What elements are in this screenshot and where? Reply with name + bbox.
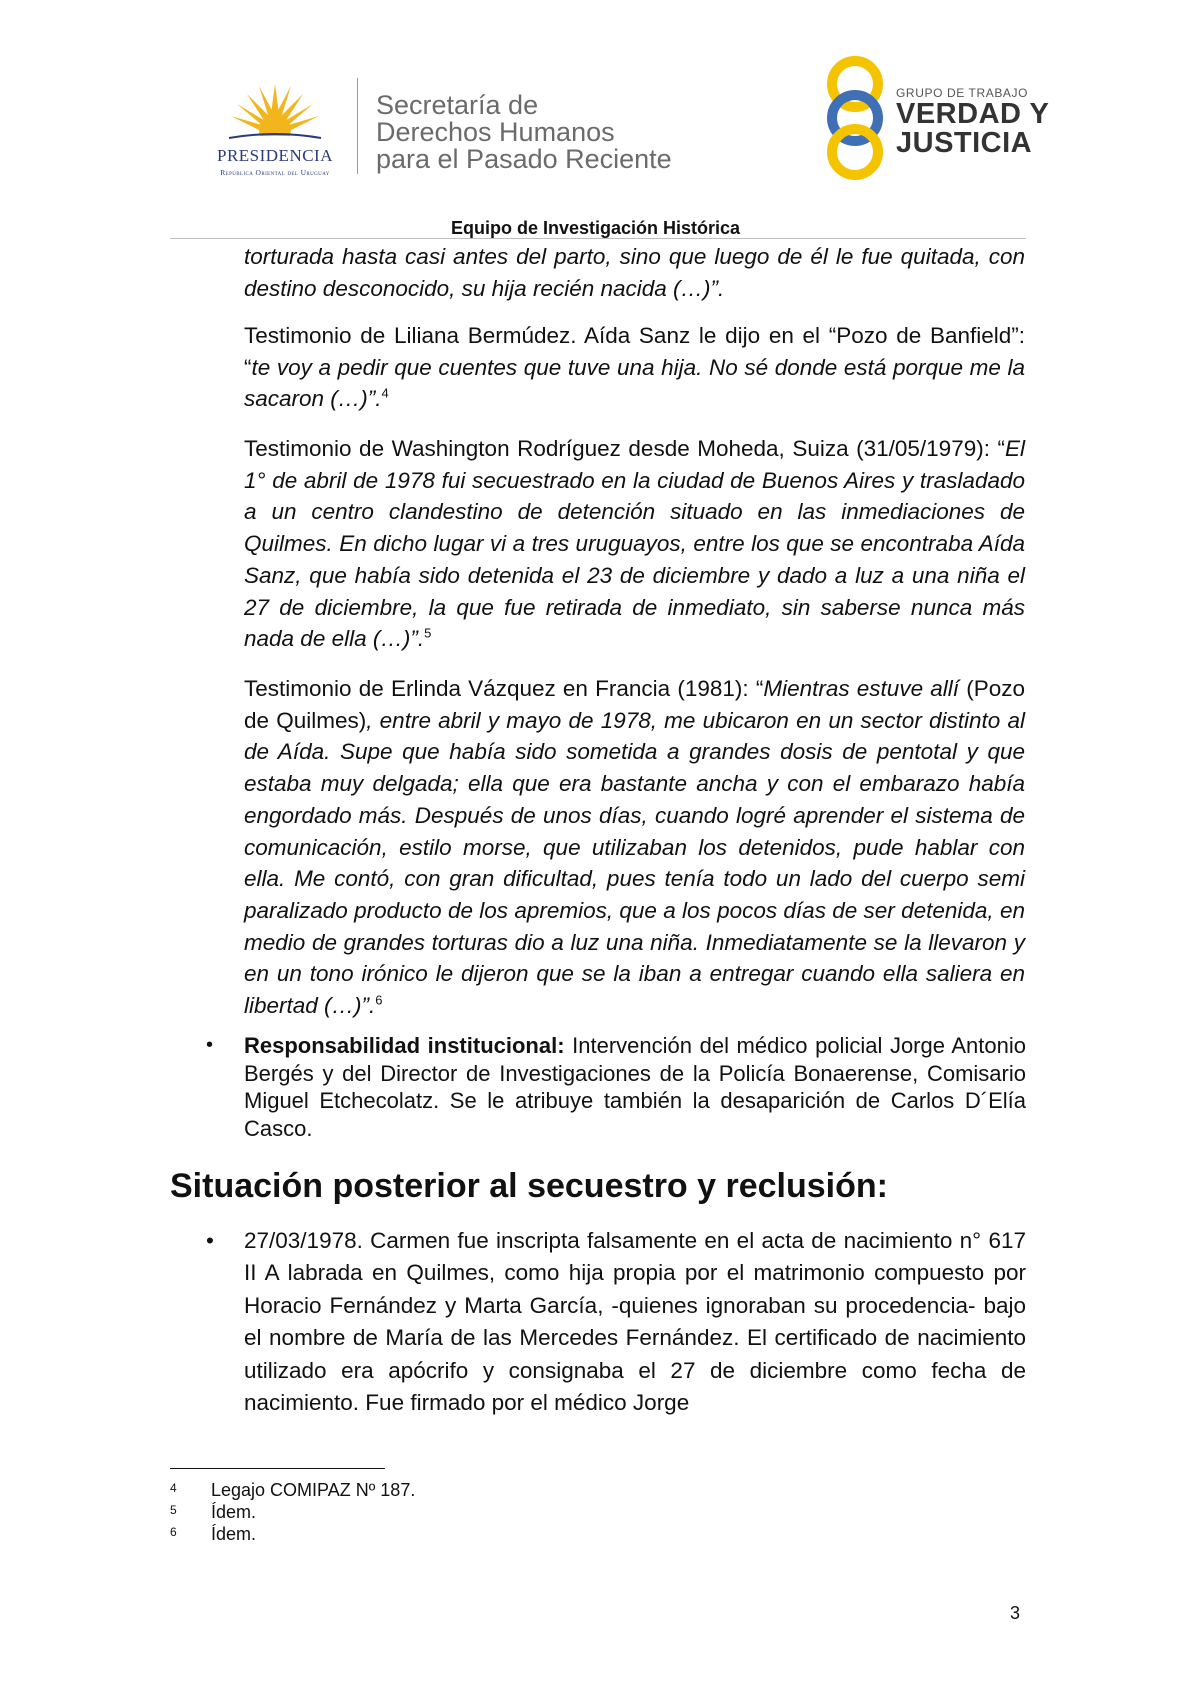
vazquez-place: (Pozo de Quilmes)	[244, 676, 1026, 733]
footnote-ref-6: 6	[375, 992, 383, 1008]
bullet-label: Responsabilidad institucional:	[244, 1033, 565, 1058]
vazquez-intro: Testimonio de Erlinda Vázquez en Francia (1981): “	[244, 676, 764, 701]
footnote-6: 6 Ídem.	[170, 1524, 257, 1544]
paragraph-1-text: torturada hasta casi antes del parto, sino que luego de él le fue quitada, con destino desconocido, su hija recién nacida (…)”.	[244, 244, 1025, 301]
responsabilidad-bullet	[206, 1032, 1026, 1142]
inscripcion-bullet	[206, 1225, 1026, 1419]
bermudez-quote: te voy a pedir que cuentes que tuve una hija. No sé donde está porque me la sacaron (…)”.	[244, 354, 1025, 412]
paragraph-1	[244, 241, 1025, 304]
team-title: Equipo de Investigación Histórica	[450, 218, 741, 238]
rodriguez-quote: El 1° de abril de 1978 fui secuestrado en la ciudad de Buenos Aires y trasladado a un centro clandestino de detención situado en las inmediaciones de Quilmes. En dicho lugar vi a tres uruguayos, entre los que se encontraba Aída Sanz, que había sido detenida el 23 de diciembre y dado a luz a una niña el 27 de diciembre, la que fue retirada de inmediato, sin saberse nunca más nada de ella (…)”.	[244, 436, 1025, 652]
footnote-rule	[170, 1468, 385, 1469]
paragraph-vazquez	[244, 673, 1025, 1022]
footnotes	[170, 1479, 415, 1545]
grupo-line-2: VERDAD Y	[896, 98, 1050, 130]
secretaria-logo-text	[376, 92, 672, 173]
header-rule	[170, 238, 1026, 239]
bullet-dot: •	[206, 1034, 214, 1056]
paragraph-bermudez	[244, 320, 1025, 415]
presidencia-text	[195, 146, 355, 177]
footnote-ref-4: 4	[381, 385, 389, 401]
presidencia-subtitle: República Oriental del Uruguay	[220, 168, 330, 177]
vazquez-quote-1: Mientras estuve allí	[763, 676, 960, 701]
section-heading: Situación posterior al secuestro y reclusión:	[170, 1167, 888, 1205]
footnote-4: 4 Legajo COMIPAZ Nº 187.	[170, 1480, 416, 1500]
rodriguez-intro: Testimonio de Washington Rodríguez desde Moheda, Suiza (31/05/1979): “	[244, 436, 1005, 461]
verdad-justicia-rings-icon	[820, 56, 890, 181]
header-divider	[357, 78, 358, 174]
grupo-line-1: GRUPO DE TRABAJO	[896, 86, 1029, 100]
presidencia-sun-logo	[225, 80, 325, 152]
secretaria-line-1: Secretaría de	[376, 90, 539, 120]
paragraph-rodriguez	[244, 433, 1025, 655]
bermudez-intro: Testimonio de Liliana Bermúdez. Aída Sanz le dijo en el “Pozo de Banfield”: “	[244, 323, 1025, 380]
page-number: 3	[1010, 1603, 1021, 1623]
inscripcion-text: 27/03/1978. Carmen fue inscripta falsamente en el acta de nacimiento n° 617 II A labrada en Quilmes, como hija propia por el matrimonio compuesto por Horacio Fernández y Marta García, -quienes ignoraban su procedencia- bajo el nombre de María de las Mercedes Fernández. El certificado de nacimiento utilizado era apócrifo y consignaba el 27 de diciembre como fecha de nacimiento. Fue firmado por el médico Jorge	[244, 1228, 1026, 1416]
footnote-5: 5 Ídem.	[170, 1502, 257, 1522]
secretaria-line-2: Derechos Humanos	[376, 117, 615, 147]
grupo-trabajo-text	[896, 86, 1049, 158]
presidencia-title: PRESIDENCIA	[216, 146, 333, 165]
grupo-line-3: JUSTICIA	[896, 127, 1033, 159]
secretaria-line-3: para el Pasado Reciente	[376, 144, 672, 174]
bullet-dot: •	[206, 1228, 214, 1253]
bullet-text: Intervención del médico policial Jorge Antonio Bergés y del Director de Investigaciones de la Policía Bonaerense, Comisario Miguel Etchecolatz. Se le atribuye también la desaparición de Carlos D´Elía Casco.	[244, 1033, 1026, 1141]
vazquez-quote-2: , entre abril y mayo de 1978, me ubicaron en un sector distinto al de Aída. Supe que había sido sometida a grandes dosis de pentotal y que estaba muy delgada; ella que era bastante ancha y con el embarazo había engordado más. Después de unos días, cuando logré aprender el sistema de comunicación, estilo morse, que utilizaban los detenidos, pude hablar con ella. Me contó, con gran dificultad, pues tenía todo un lado del cuerpo semi paralizado producto de los apremios, que a los pocos días de ser detenida, en medio de grandes torturas dio a luz una niña. Inmediatamente se la llevaron y en un tono irónico le dijeron que se la iban a entregar cuando ella saliera en libertad (…)”.	[244, 707, 1025, 1019]
footnote-ref-5: 5	[424, 625, 432, 641]
